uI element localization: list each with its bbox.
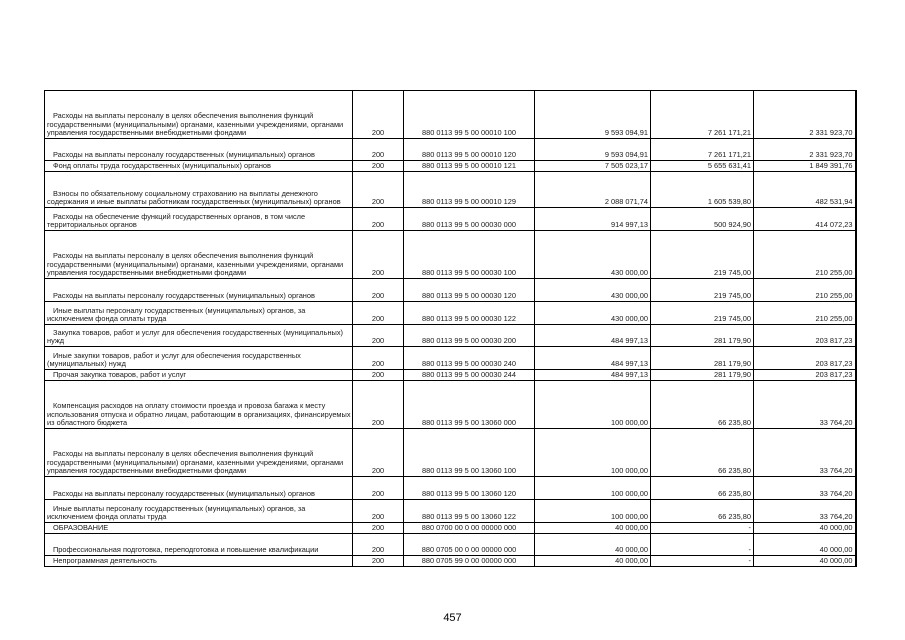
row-name-cell: Прочая закупка товаров, работ и услуг — [45, 370, 353, 381]
row-executed-cell: 219 745,00 — [651, 279, 754, 302]
table-row — [45, 556, 856, 567]
row-executed-cell: 281 179,90 — [651, 347, 754, 370]
row-remaining-cell: 40 000,00 — [754, 534, 856, 556]
row-code-cell: 200 — [353, 381, 404, 429]
row-name-cell: Компенсация расходов на оплату стоимости проезда и провоза багажа к месту использования отпуска и обратно лицам, работающим в организациях, финансируемых из областного бюджета — [45, 381, 353, 429]
row-approved-cell: 100 000,00 — [535, 381, 651, 429]
row-approved-cell: 484 997,13 — [535, 325, 651, 347]
table-row — [45, 325, 856, 347]
row-approved-cell: 2 088 071,74 — [535, 172, 651, 208]
row-name-cell: Расходы на выплаты персоналу в целях обеспечения выполнения функций государственными (муниципальными) органами, казенными учреждениями, органами управления государственными внебюджетными фондами — [45, 231, 353, 279]
row-executed-cell: - — [651, 523, 754, 534]
row-code-cell: 200 — [353, 325, 404, 347]
row-name-cell: Расходы на выплаты персоналу государственных (муниципальных) органов — [45, 279, 353, 302]
row-approved-cell: 100 000,00 — [535, 500, 651, 523]
row-executed-cell: 500 924,90 — [651, 208, 754, 231]
table-row — [45, 477, 856, 500]
row-remaining-cell: 210 255,00 — [754, 279, 856, 302]
row-approved-cell: 430 000,00 — [535, 231, 651, 279]
table-row — [45, 523, 856, 534]
row-approved-cell: 100 000,00 — [535, 429, 651, 477]
row-kbk-cell: 880 0700 00 0 00 00000 000 — [404, 523, 535, 534]
row-code-cell: 200 — [353, 523, 404, 534]
row-approved-cell: 484 997,13 — [535, 370, 651, 381]
row-remaining-cell: 210 255,00 — [754, 302, 856, 325]
row-remaining-cell: 203 817,23 — [754, 370, 856, 381]
table-row — [45, 231, 856, 279]
row-kbk-cell: 880 0113 99 5 00 13060 000 — [404, 381, 535, 429]
table-row — [45, 279, 856, 302]
row-kbk-cell: 880 0113 99 5 00 00030 200 — [404, 325, 535, 347]
row-remaining-cell: 414 072,23 — [754, 208, 856, 231]
row-approved-cell: 40 000,00 — [535, 556, 651, 567]
row-kbk-cell: 880 0113 99 5 00 00010 129 — [404, 172, 535, 208]
row-kbk-cell: 880 0705 00 0 00 00000 000 — [404, 534, 535, 556]
table-row — [45, 347, 856, 370]
row-remaining-cell: 2 331 923,70 — [754, 139, 856, 161]
row-executed-cell: 66 235,80 — [651, 429, 754, 477]
table-row — [45, 500, 856, 523]
row-code-cell: 200 — [353, 279, 404, 302]
table-row — [45, 429, 856, 477]
row-name-cell: Иные выплаты персоналу государственных (муниципальных) органов, за исключением фонда оплаты труда — [45, 500, 353, 523]
row-executed-cell: 7 261 171,21 — [651, 91, 754, 139]
row-kbk-cell: 880 0113 99 5 00 00030 100 — [404, 231, 535, 279]
row-approved-cell: 9 593 094,91 — [535, 91, 651, 139]
row-remaining-cell: 33 764,20 — [754, 429, 856, 477]
row-remaining-cell: 33 764,20 — [754, 500, 856, 523]
row-kbk-cell: 880 0113 99 5 00 00030 120 — [404, 279, 535, 302]
row-executed-cell: 5 655 631,41 — [651, 161, 754, 172]
row-approved-cell: 430 000,00 — [535, 279, 651, 302]
row-code-cell: 200 — [353, 172, 404, 208]
row-name-cell: Расходы на выплаты персоналу государственных (муниципальных) органов — [45, 477, 353, 500]
table-body — [45, 91, 856, 567]
row-remaining-cell: 203 817,23 — [754, 347, 856, 370]
row-remaining-cell: 210 255,00 — [754, 231, 856, 279]
budget-table-container — [44, 90, 855, 567]
row-approved-cell: 9 593 094,91 — [535, 139, 651, 161]
row-code-cell: 200 — [353, 370, 404, 381]
row-kbk-cell: 880 0113 99 5 00 13060 120 — [404, 477, 535, 500]
row-name-cell: Закупка товаров, работ и услуг для обеспечения государственных (муниципальных) нужд — [45, 325, 353, 347]
table-row — [45, 139, 856, 161]
row-name-cell: ОБРАЗОВАНИЕ — [45, 523, 353, 534]
row-code-cell: 200 — [353, 534, 404, 556]
row-remaining-cell: 40 000,00 — [754, 556, 856, 567]
table-row — [45, 208, 856, 231]
table-row — [45, 370, 856, 381]
row-approved-cell: 484 997,13 — [535, 347, 651, 370]
row-remaining-cell: 40 000,00 — [754, 523, 856, 534]
row-code-cell: 200 — [353, 429, 404, 477]
row-executed-cell: 219 745,00 — [651, 302, 754, 325]
row-kbk-cell: 880 0113 99 5 00 00010 120 — [404, 139, 535, 161]
row-remaining-cell: 33 764,20 — [754, 477, 856, 500]
row-name-cell: Непрограммная деятельность — [45, 556, 353, 567]
row-approved-cell: 430 000,00 — [535, 302, 651, 325]
table-row — [45, 91, 856, 139]
row-approved-cell: 40 000,00 — [535, 534, 651, 556]
row-code-cell: 200 — [353, 347, 404, 370]
row-executed-cell: 281 179,90 — [651, 370, 754, 381]
row-executed-cell: - — [651, 556, 754, 567]
table-row — [45, 534, 856, 556]
row-code-cell: 200 — [353, 477, 404, 500]
row-kbk-cell: 880 0113 99 5 00 00030 240 — [404, 347, 535, 370]
row-name-cell: Профессиональная подготовка, переподготовка и повышение квалификации — [45, 534, 353, 556]
page-number: 457 — [443, 612, 462, 624]
row-kbk-cell: 880 0113 99 5 00 00030 000 — [404, 208, 535, 231]
table-row — [45, 161, 856, 172]
row-executed-cell: 1 605 539,80 — [651, 172, 754, 208]
row-executed-cell: 66 235,80 — [651, 500, 754, 523]
row-remaining-cell: 2 331 923,70 — [754, 91, 856, 139]
row-name-cell: Расходы на выплаты персоналу в целях обеспечения выполнения функций государственными (муниципальными) органами, казенными учреждениями, органами управления государственными внебюджетными фондами — [45, 91, 353, 139]
row-remaining-cell: 33 764,20 — [754, 381, 856, 429]
row-remaining-cell: 203 817,23 — [754, 325, 856, 347]
row-kbk-cell: 880 0113 99 5 00 13060 122 — [404, 500, 535, 523]
row-name-cell: Иные выплаты персоналу государственных (муниципальных) органов, за исключением фонда оплаты труда — [45, 302, 353, 325]
row-executed-cell: 66 235,80 — [651, 477, 754, 500]
row-name-cell: Расходы на выплаты персоналу государственных (муниципальных) органов — [45, 139, 353, 161]
row-kbk-cell: 880 0113 99 5 00 13060 100 — [404, 429, 535, 477]
row-executed-cell: - — [651, 534, 754, 556]
row-code-cell: 200 — [353, 161, 404, 172]
row-code-cell: 200 — [353, 208, 404, 231]
row-executed-cell: 281 179,90 — [651, 325, 754, 347]
row-kbk-cell: 880 0113 99 5 00 00010 100 — [404, 91, 535, 139]
row-kbk-cell: 880 0113 99 5 00 00030 244 — [404, 370, 535, 381]
row-approved-cell: 7 505 023,17 — [535, 161, 651, 172]
row-remaining-cell: 1 849 391,76 — [754, 161, 856, 172]
row-approved-cell: 100 000,00 — [535, 477, 651, 500]
row-approved-cell: 40 000,00 — [535, 523, 651, 534]
row-name-cell: Иные закупки товаров, работ и услуг для обеспечения государственных (муниципальных) нужд — [45, 347, 353, 370]
row-code-cell: 200 — [353, 302, 404, 325]
row-code-cell: 200 — [353, 231, 404, 279]
row-kbk-cell: 880 0113 99 5 00 00010 121 — [404, 161, 535, 172]
row-name-cell: Расходы на обеспечение функций государственных органов, в том числе территориальных органов — [45, 208, 353, 231]
row-executed-cell: 66 235,80 — [651, 381, 754, 429]
budget-execution-table — [44, 90, 857, 567]
table-row — [45, 172, 856, 208]
table-row — [45, 302, 856, 325]
row-name-cell: Фонд оплаты труда государственных (муниципальных) органов — [45, 161, 353, 172]
row-executed-cell: 219 745,00 — [651, 231, 754, 279]
row-code-cell: 200 — [353, 500, 404, 523]
row-kbk-cell: 880 0705 99 0 00 00000 000 — [404, 556, 535, 567]
row-code-cell: 200 — [353, 91, 404, 139]
row-executed-cell: 7 261 171,21 — [651, 139, 754, 161]
row-name-cell: Взносы по обязательному социальному страхованию на выплаты денежного содержания и иные выплаты работникам государственных (муниципальных) органов — [45, 172, 353, 208]
row-kbk-cell: 880 0113 99 5 00 00030 122 — [404, 302, 535, 325]
row-code-cell: 200 — [353, 139, 404, 161]
row-name-cell: Расходы на выплаты персоналу в целях обеспечения выполнения функций государственными (муниципальными) органами, казенными учреждениями, органами управления государственными внебюджетными фондами — [45, 429, 353, 477]
row-remaining-cell: 482 531,94 — [754, 172, 856, 208]
row-approved-cell: 914 997,13 — [535, 208, 651, 231]
row-code-cell: 200 — [353, 556, 404, 567]
table-row — [45, 381, 856, 429]
